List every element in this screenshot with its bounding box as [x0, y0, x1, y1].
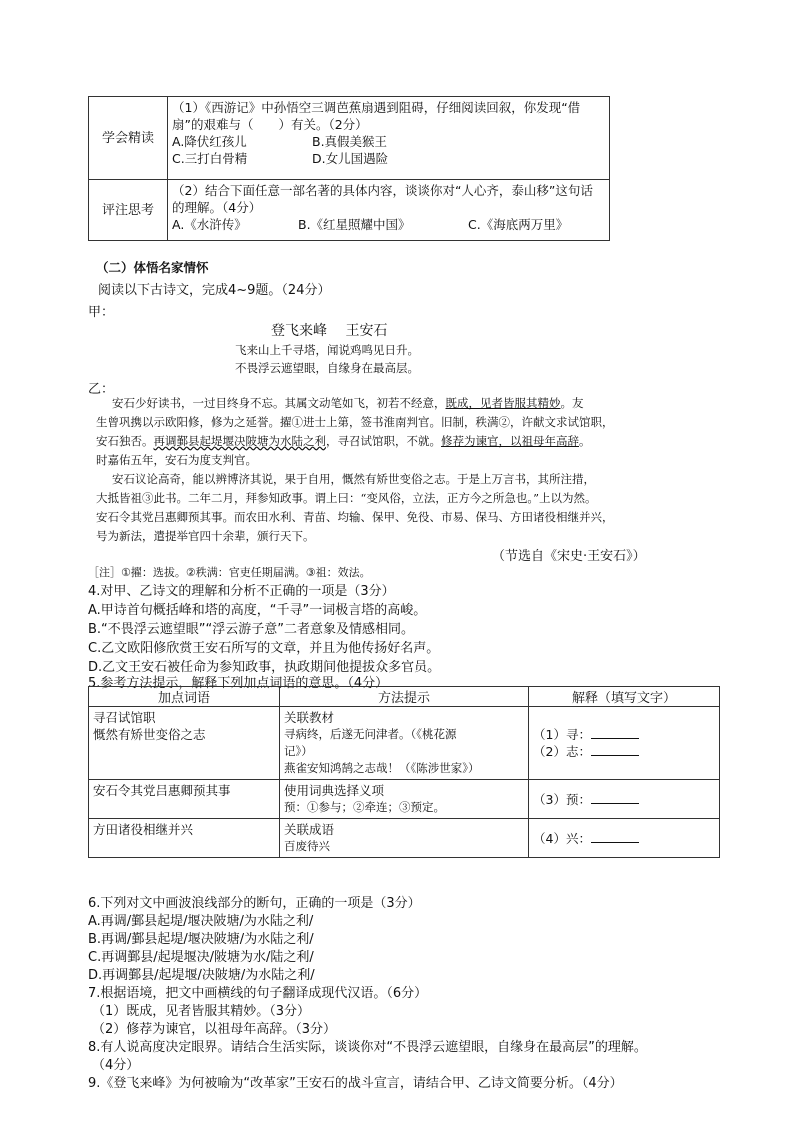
label-yi: 乙：	[88, 382, 115, 397]
poem-title: 登飞来峰 王安石	[271, 323, 388, 339]
passage-line: 大抵皆祖③此书。二年二月，拜参知政事。谓上曰：“变风俗，立法，正方今之所急也。”上以为然。	[96, 491, 597, 505]
question-8-score: （4分）	[92, 1058, 140, 1073]
column-header: 方法提示	[280, 687, 529, 707]
question-7-stem: 7.根据语境，把文中画横线的句子翻译成现代汉语。（6分）	[88, 986, 428, 1001]
question-cell	[168, 180, 610, 241]
answer-label: （3）预：	[533, 791, 591, 807]
underlined-sentence-2: 修荐为谏官，以祖母年高辞	[441, 434, 579, 448]
row-header: 评注思考	[89, 180, 168, 241]
question-5-stem: 5.参考方法提示，解释下列加点词语的意思。（4分）	[88, 676, 389, 691]
question-6-stem: 6.下列对文中画波浪线部分的断句，正确的一项是（3分）	[88, 896, 421, 911]
source-citation: （节选自《宋史·王安石》）	[492, 549, 646, 564]
poem-line: 不畏浮云遮望眼，自缘身在最高层。	[235, 361, 419, 375]
option: D.女儿国遇险	[312, 151, 389, 166]
intro-text: 阅读以下古诗文，完成4~9题。（24分）	[98, 283, 331, 298]
word: 安石令其党吕惠卿预其事	[93, 783, 231, 798]
option: A.《水浒传》	[172, 217, 247, 232]
option: C.《海底两万里》	[468, 217, 569, 232]
answer-cell	[529, 707, 720, 780]
underlined-sentence-1: 既成，见者皆服其精妙	[445, 396, 561, 410]
passage-line: 安石独否。再调鄞县起堤堰决陂塘为水陆之利，寻召试馆职，不就。修荐为谏官，以祖母年高辞。	[96, 434, 591, 448]
section-title: （二）体悟名家情怀	[96, 260, 209, 275]
method-line: 燕雀安知鸿鹄之志哉！（《陈涉世家》）	[284, 761, 480, 775]
answer-blank[interactable]	[591, 791, 639, 804]
question-6-option: D.再调鄞县/起堤堰/决陂塘/为水陆之利/	[88, 968, 315, 983]
question-4-stem: 4.对甲、乙诗文的理解和分析不正确的一项是（3分）	[88, 584, 395, 599]
answer-label: （4）兴：	[533, 830, 591, 846]
column-header: 加点词语	[89, 687, 280, 707]
word-cell	[89, 780, 280, 819]
question-6-option: B.再调/鄞县起堤/堰决陂塘/为水陆之利/	[88, 932, 314, 947]
annotation-note: ［注］①擢：选拔。②秩满：官吏任期届满。③祖：效法。	[88, 566, 371, 579]
method-cell	[280, 780, 529, 819]
passage-line: 安石议论高奇，能以辨博济其说，果于自用，慨然有矫世变俗之志。于是上万言书，其所注措，	[112, 472, 595, 486]
answer-cell	[529, 819, 720, 858]
row-header: 学会精读	[89, 97, 168, 180]
word: 寻召试馆职	[93, 710, 156, 725]
passage-line: 号为新法，遣提举官四十余辈，颁行天下。	[96, 529, 315, 543]
answer-blank[interactable]	[591, 830, 639, 843]
method-cell	[280, 707, 529, 780]
answer-blank[interactable]	[591, 726, 639, 739]
method-line: 预：①参与；②牵连；③预定。	[284, 800, 445, 814]
word-cell	[89, 819, 280, 858]
answer-label: （2）志：	[533, 744, 591, 759]
question-7-item: （2）修荐为谏官，以祖母年高辞。（3分）	[92, 1022, 337, 1037]
question-4-option: D.乙文王安石被任命为参知政事，执政期间他提拔众多官员。	[88, 660, 441, 675]
question-text: （1）《西游记》中孙悟空三调芭蕉扇遇到阻碍，仔细阅读回叙，你发现“借扇”的艰难与（ ）有关。（2分）	[172, 100, 581, 132]
question-4-option: A.甲诗首句概括峰和塔的高度，“千寻”一词极言塔的高峻。	[88, 603, 427, 618]
option: B.《红星照耀中国》	[298, 217, 411, 232]
reading-table	[88, 96, 610, 241]
question-text: （2）结合下面任意一部名著的具体内容，谈谈你对“人心齐，泰山移”这句话的理解。（4分）	[172, 183, 593, 215]
passage-line: 生曾巩携以示欧阳修，修为之延誉。擢①进士上第，签书淮南判官。旧制，秩满②，许献文求试馆职，	[96, 415, 614, 429]
method-line: 百废待兴	[284, 839, 330, 853]
question-6-option: C.再调鄞县/起堤堰决/陂塘为水/陆之利/	[88, 950, 314, 965]
method-line: 记》）	[284, 744, 313, 758]
poem-line: 飞来山上千寻塔，闻说鸡鸣见日升。	[235, 343, 419, 357]
passage-line: 安石少好读书，一过目终身不忘。其属文动笔如飞，初若不经意，既成，见者皆服其精妙。友	[112, 396, 584, 410]
word: 方田诸役相继并兴	[93, 822, 194, 837]
method-cell	[280, 819, 529, 858]
passage-line: 时嘉佑五年，安石为度支判官。	[96, 453, 257, 467]
answer-cell	[529, 780, 720, 819]
option: B.真假美猴王	[312, 134, 388, 149]
word-cell	[89, 707, 280, 780]
label-jia: 甲：	[88, 305, 115, 320]
method-title: 关联教材	[284, 710, 335, 725]
method-title: 关联成语	[284, 822, 335, 837]
word: 慨然有矫世变俗之志	[93, 727, 206, 742]
question-6-option: A.再调/鄞县起堤/堰决陂塘/为水陆之利/	[88, 914, 314, 929]
vocab-table	[88, 686, 720, 858]
method-title: 使用词典选择义项	[284, 783, 385, 798]
column-header: 解释（填写文字）	[529, 687, 720, 707]
option: C.三打白骨精	[172, 151, 248, 166]
answer-label: （1）寻：	[533, 727, 591, 742]
question-cell	[168, 97, 610, 180]
answer-blank[interactable]	[591, 743, 639, 756]
question-8-stem: 8.有人说高度决定眼界。请结合生活实际，谈谈你对“不畏浮云遮望眼，自缘身在最高层”的理解。	[88, 1040, 647, 1055]
method-line: 寻病终，后遂无问津者。（《桃花源	[284, 727, 457, 741]
passage-line: 安石令其党吕惠卿预其事。而农田水利、青苗、均输、保甲、免役、市易、保马、方田诸役相继并兴，	[96, 510, 614, 524]
option: A.降伏红孩儿	[172, 134, 247, 149]
question-7-item: （1）既成，见者皆服其精妙。（3分）	[92, 1004, 311, 1019]
question-4-option: B.“不畏浮云遮望眼”“浮云游子意”二者意象及情感相同。	[88, 622, 414, 637]
wavy-underlined-sentence: 再调鄞县起堤堰决陂塘为水陆之利	[153, 434, 326, 448]
question-4-option: C.乙文欧阳修欣赏王安石所写的文章，并且为他传扬好名声。	[88, 641, 440, 656]
question-9-stem: 9.《登飞来峰》为何被喻为“改革家”王安石的战斗宣言，请结合甲、乙诗文简要分析。（4分）	[88, 1076, 623, 1091]
